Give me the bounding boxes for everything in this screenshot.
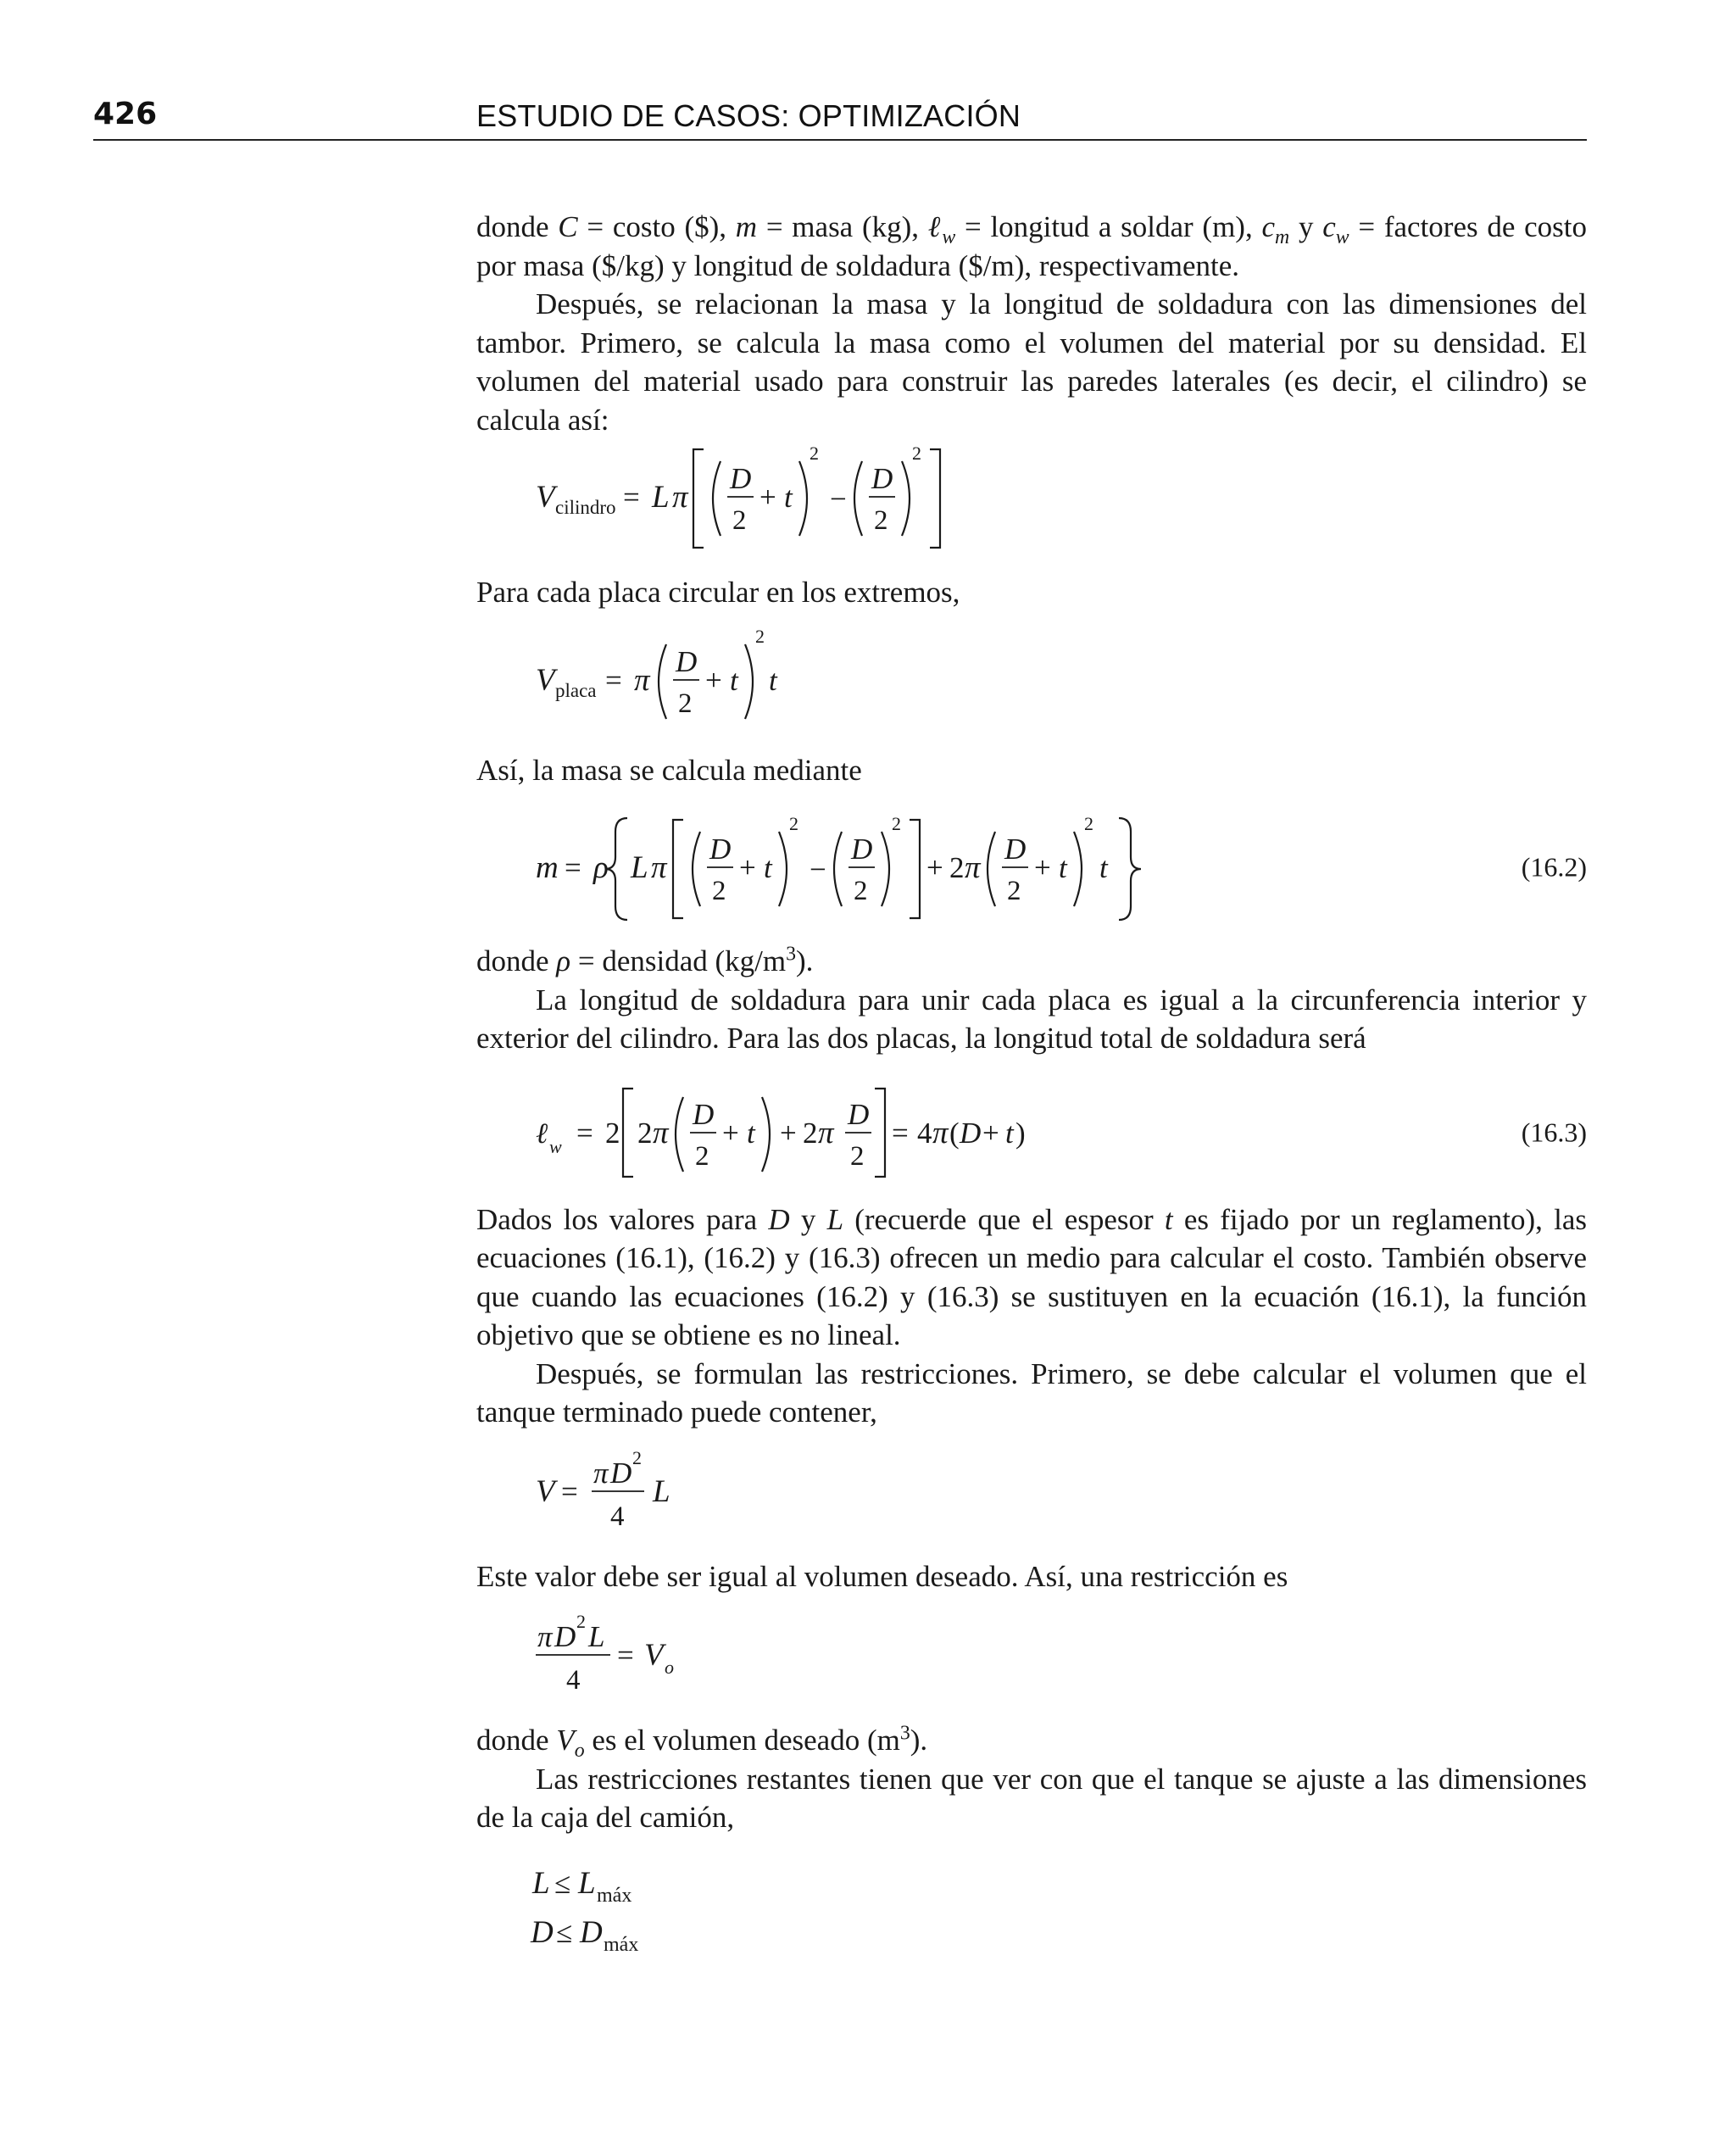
svg-text:m: m	[536, 850, 559, 885]
svg-text:=: =	[617, 1639, 634, 1672]
svg-text:D: D	[676, 644, 698, 678]
svg-text:D: D	[848, 1097, 870, 1131]
paragraph-end-plates: Para cada placa circular en los extremos,	[476, 576, 960, 609]
svg-text:(: (	[949, 1116, 960, 1150]
svg-text:D: D	[531, 1914, 554, 1950]
equation-plate-volume	[476, 624, 1587, 734]
svg-text:D: D	[960, 1116, 982, 1150]
svg-text:L: L	[652, 480, 670, 515]
svg-text:2: 2	[854, 876, 868, 906]
svg-text:2: 2	[732, 505, 747, 536]
svg-text:D: D	[610, 1456, 632, 1490]
svg-text:+: +	[722, 1116, 739, 1150]
svg-text:+: +	[705, 663, 722, 697]
svg-text:4: 4	[566, 1665, 581, 1696]
svg-text:+: +	[982, 1116, 999, 1150]
svg-text:L: L	[631, 850, 648, 885]
svg-text:=: =	[561, 1474, 578, 1508]
svg-text:D: D	[709, 833, 732, 866]
paragraph-objective: Dados los valores para D y L (recuerde que el espesor t es fijado por un reglamento), las ecuaciones (16.1), (16.2) y (16.3) ofrecen un medio para calcular el costo. También observe que cuando las ecuaciones (16.2) y (16.3) se sustituyen en la ecuación (16.1), la función objetivo que se obtiene es no lineal.	[476, 1202, 1588, 1351]
svg-text:π: π	[593, 1456, 609, 1490]
svg-text:t: t	[1059, 851, 1067, 884]
svg-text:2: 2	[810, 443, 819, 464]
svg-text:D: D	[580, 1914, 603, 1950]
svg-text:π: π	[672, 480, 688, 515]
svg-text:=: =	[605, 663, 622, 697]
svg-text:cilindro: cilindro	[555, 497, 616, 518]
paragraph-density: donde ρ = densidad $(kg/m^3)$.	[476, 943, 814, 978]
svg-text:t: t	[747, 1116, 755, 1150]
svg-text:D: D	[730, 462, 752, 495]
svg-text:2: 2	[712, 876, 726, 906]
svg-text:2: 2	[1007, 876, 1021, 906]
svg-text:o: o	[665, 1657, 674, 1678]
paragraph-mass-relation: Después, se relacionan la masa y la longitud de soldadura con las dimensiones del tambor. Primero, se calcula la masa como el volumen del material por su densidad. El volumen del material usado para construir las paredes laterales (es decir, el cilindro) se calcula así:	[476, 287, 1587, 437]
equation-volume-constraint	[476, 1609, 1587, 1702]
svg-text:): )	[1015, 1116, 1026, 1150]
svg-text:2: 2	[678, 688, 693, 719]
svg-text:π: π	[537, 1620, 553, 1653]
equation-number: (16.2)	[1521, 851, 1587, 883]
svg-text:2: 2	[576, 1611, 586, 1632]
svg-text:+: +	[780, 1116, 797, 1150]
svg-text:2: 2	[789, 813, 798, 834]
equation-number: (16.3)	[1521, 1117, 1587, 1147]
svg-text:t: t	[764, 851, 772, 884]
equation-tank-volume	[476, 1445, 1587, 1539]
paragraph-vo-definition: donde $V_o$ es el volumen deseado $(m^3)$.	[476, 1722, 928, 1762]
svg-text:2: 2	[874, 505, 888, 536]
svg-text:L: L	[532, 1865, 550, 1901]
svg-text:D: D	[1004, 833, 1027, 866]
svg-text:t: t	[784, 481, 793, 514]
svg-text:≤: ≤	[556, 1915, 573, 1949]
svg-text:π: π	[634, 662, 650, 698]
svg-text:π: π	[653, 1115, 669, 1150]
svg-text:π: π	[651, 850, 667, 885]
svg-text:2: 2	[605, 1116, 620, 1150]
svg-text:2: 2	[949, 851, 965, 884]
svg-text:=: =	[576, 1116, 593, 1150]
paragraph-mass-intro: Así, la masa se calcula mediante	[476, 753, 862, 787]
svg-text:=: =	[565, 851, 581, 884]
equation-dimension-limits	[476, 1859, 1587, 1961]
svg-text:L: L	[653, 1473, 670, 1509]
svg-text:=: =	[892, 1116, 909, 1150]
svg-text:V: V	[644, 1638, 664, 1673]
svg-text:2: 2	[695, 1140, 709, 1172]
svg-text:V: V	[536, 662, 555, 698]
paragraph-desired-volume: Este valor debe ser igual al volumen deseado. Así, una restricción es	[476, 1559, 1288, 1593]
svg-text:2: 2	[632, 1446, 642, 1468]
svg-text:2: 2	[850, 1140, 865, 1172]
svg-text:2: 2	[892, 813, 901, 834]
svg-text:D: D	[871, 462, 893, 495]
svg-text:V: V	[536, 480, 555, 515]
svg-text:=: =	[623, 481, 640, 514]
svg-text:t: t	[1005, 1116, 1014, 1150]
svg-text:t: t	[1099, 851, 1108, 884]
svg-text:L: L	[588, 1620, 605, 1653]
svg-text:4: 4	[917, 1116, 932, 1150]
svg-text:D: D	[693, 1097, 715, 1131]
svg-text:D: D	[554, 1620, 576, 1653]
running-head: ESTUDIO DE CASOS: OPTIMIZACIÓN	[476, 98, 1021, 133]
svg-text:−: −	[810, 853, 826, 886]
svg-text:máx: máx	[597, 1884, 632, 1907]
svg-text:w: w	[549, 1135, 562, 1157]
svg-text:+: +	[739, 851, 756, 884]
equation-mass	[476, 810, 1587, 925]
page-header	[93, 92, 1587, 141]
svg-text:≤: ≤	[554, 1866, 571, 1900]
svg-text:+: +	[926, 851, 943, 884]
page-body	[476, 208, 1587, 1961]
equation-cylinder-volume	[476, 439, 1587, 554]
svg-text:+: +	[1034, 851, 1051, 884]
svg-text:−: −	[830, 482, 847, 515]
page-number: 426	[93, 97, 158, 131]
svg-text:t: t	[769, 663, 777, 697]
paragraph-constraints-intro: Después, se formulan las restricciones. Primero, se debe calcular el volumen que el tanque terminado puede contener,	[476, 1356, 1587, 1429]
svg-text:2: 2	[637, 1116, 653, 1150]
paragraph-cost-variables: donde C = costo ($), m = masa (kg), ℓ$_w$ = longitud a soldar (m), $c_m$ y $c_w$ = factores de costo por masa ($/kg) y longitud de soldadura ($/m), respectivamente.	[476, 210, 1588, 282]
svg-text:2: 2	[803, 1116, 818, 1150]
svg-text:2: 2	[755, 625, 765, 647]
equation-weld-length	[476, 1082, 1587, 1184]
svg-text:t: t	[730, 663, 738, 697]
svg-text:L: L	[578, 1865, 596, 1901]
svg-text:ℓ: ℓ	[536, 1117, 548, 1150]
svg-text:placa: placa	[555, 679, 597, 701]
svg-text:D: D	[851, 833, 873, 866]
svg-text:π: π	[932, 1115, 949, 1150]
svg-text:4: 4	[610, 1501, 625, 1532]
svg-text:π: π	[965, 850, 981, 885]
svg-text:máx: máx	[604, 1933, 639, 1956]
svg-text:2: 2	[1084, 813, 1093, 834]
svg-text:2: 2	[912, 443, 921, 464]
svg-text:+: +	[760, 481, 776, 514]
svg-text:π: π	[818, 1115, 834, 1150]
paragraph-weld-length: La longitud de soldadura para unir cada placa es igual a la circunferencia interior y exterior del cilindro. Para las dos placas, la longitud total de soldadura será	[476, 983, 1587, 1055]
paragraph-truck-dimensions: Las restricciones restantes tienen que ver con que el tanque se ajuste a las dimensiones de la caja del camión,	[476, 1762, 1587, 1834]
svg-text:V: V	[536, 1473, 555, 1509]
svg-text:ρ: ρ	[593, 850, 609, 885]
